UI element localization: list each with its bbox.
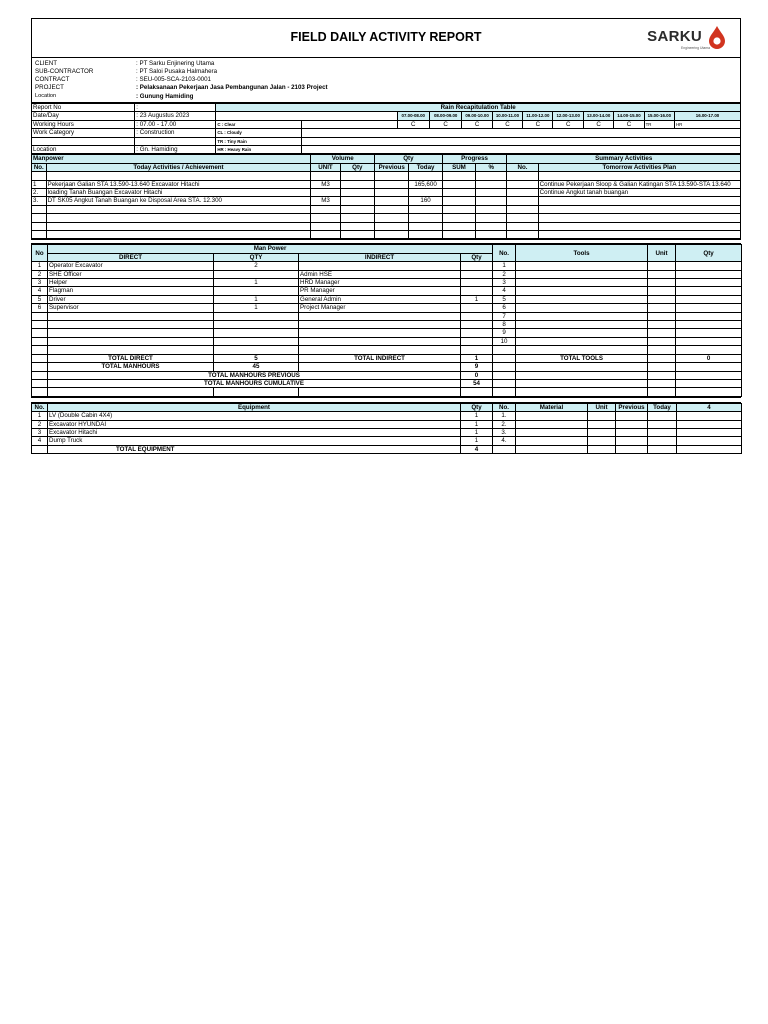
manpower-table [31, 244, 742, 396]
material-unit [588, 420, 616, 428]
col-unit: UNIT [311, 163, 340, 171]
eq-no: 4 [32, 437, 48, 445]
tool-unit [648, 262, 676, 270]
equipment-row [32, 437, 742, 445]
equipment-qty: 1 [461, 420, 493, 428]
indirect-qty [461, 262, 493, 270]
tool-no: 9 [493, 329, 516, 337]
direct-qty: 1 [214, 279, 299, 287]
tool-qty [676, 295, 742, 303]
tool-no: 1 [493, 262, 516, 270]
report-sheet [31, 18, 741, 454]
material-no: 3. [493, 428, 516, 436]
work-category-value: : Construction [135, 129, 216, 137]
manpower-row [32, 287, 742, 295]
total-equipment-value: 4 [461, 445, 493, 453]
direct-qty [214, 287, 299, 295]
direct-qty [214, 337, 299, 345]
col-material-no: No. [493, 403, 516, 411]
material-unit [588, 412, 616, 420]
tool-qty [676, 270, 742, 278]
material-unit [588, 428, 616, 436]
col-eq-qty: Qty [461, 403, 493, 411]
material-no: 4. [493, 437, 516, 445]
manhours-previous-value: 0 [461, 371, 493, 379]
mp-no [32, 337, 48, 345]
activity-unit: M3 [311, 180, 340, 188]
equipment-row [32, 412, 742, 420]
direct-qty [214, 321, 299, 329]
activity-no: 1 [32, 180, 47, 188]
rain-slot: 15.00-16.00 [644, 112, 674, 120]
indirect-qty [461, 304, 493, 312]
tool-unit [648, 337, 676, 345]
rain-legend: C : Clear [216, 120, 302, 128]
col-tools-no: No. [493, 245, 516, 262]
col-previous: Previous [375, 163, 409, 171]
tool-name [516, 329, 648, 337]
rain-slot: 13.00-14.00 [583, 112, 613, 120]
working-hours-value: : 07.00 - 17.00 [135, 120, 216, 128]
location-label: Location [35, 93, 57, 99]
tool-name [516, 262, 648, 270]
total-direct-label: TOTAL DIRECT [48, 354, 214, 362]
activity-unit: M3 [311, 197, 340, 205]
equipment-qty: 1 [461, 428, 493, 436]
tool-unit [648, 329, 676, 337]
indirect-qty [461, 279, 493, 287]
col-tomorrow-plan: Tomorrow Activities Plan [538, 163, 740, 171]
client-label: CLIENT [35, 60, 58, 67]
mp-no [32, 329, 48, 337]
material-today [648, 437, 677, 445]
tool-unit [648, 321, 676, 329]
rain-table-title: Rain Recapitulation Table [216, 104, 741, 112]
col-material-previous: Previous [616, 403, 648, 411]
col-sum: SUM [442, 163, 475, 171]
equipment-rows [32, 412, 742, 446]
tool-qty [676, 321, 742, 329]
rain-value: HR [674, 120, 740, 128]
col-tools-qty: Qty [676, 245, 742, 262]
material-name [516, 412, 588, 420]
direct-role: Operator Excavator [48, 262, 214, 270]
rain-legend: CL : Cloudy [216, 129, 302, 137]
rain-value: C [523, 120, 553, 128]
indirect-role [299, 262, 461, 270]
eq-no: 1 [32, 412, 48, 420]
total-equipment-label: TOTAL EQUIPMENT [48, 445, 461, 453]
tool-qty [676, 287, 742, 295]
report-header [31, 18, 741, 58]
total-manhours-indirect: 9 [461, 363, 493, 371]
mp-no: 4 [32, 287, 48, 295]
tool-name [516, 295, 648, 303]
material-no: 2. [493, 420, 516, 428]
indirect-qty [461, 287, 493, 295]
mp-no: 3 [32, 279, 48, 287]
rain-value: C [583, 120, 613, 128]
activity-text: loading Tanah Buangan Excavator Hitachi [46, 189, 311, 197]
activity-plan: Continue Angkut tanah buangan [538, 189, 740, 197]
direct-role [48, 321, 214, 329]
col-material: Material [516, 403, 588, 411]
indirect-role: General Admin [299, 295, 461, 303]
tool-no: 5 [493, 295, 516, 303]
report-title: FIELD DAILY ACTIVITY REPORT [290, 30, 482, 44]
report-rain-table [31, 103, 741, 154]
material-today [648, 420, 677, 428]
manpower-header: Manpower [32, 155, 311, 163]
total-indirect-label: TOTAL INDIRECT [299, 354, 461, 362]
direct-qty [214, 329, 299, 337]
material-no: 1. [493, 412, 516, 420]
manpower-row [32, 262, 742, 270]
mp-no: 1 [32, 262, 48, 270]
tool-qty [676, 329, 742, 337]
col-direct: DIRECT [48, 253, 214, 261]
equipment-row [32, 420, 742, 428]
rain-legend: HR : Heavy Rain [216, 146, 302, 154]
manhours-cumulative-value: 54 [461, 379, 493, 387]
tool-name [516, 270, 648, 278]
tool-qty [676, 262, 742, 270]
col-today: Today [409, 163, 442, 171]
material-total [677, 420, 742, 428]
direct-role: Helper [48, 279, 214, 287]
total-manhours-label: TOTAL MANHOURS [48, 363, 214, 371]
project-label: PROJECT [35, 84, 64, 91]
rain-slot: 11.00-12.00 [523, 112, 553, 120]
direct-qty: 2 [214, 262, 299, 270]
manpower-row [32, 321, 742, 329]
location-value: : Gunung Hamiding [136, 93, 194, 100]
activity-no: 2. [32, 189, 47, 197]
direct-role [48, 337, 214, 345]
col-equipment: Equipment [48, 403, 461, 411]
manpower-row [32, 270, 742, 278]
col-qty: Qty [340, 163, 374, 171]
col-tools-unit: Unit [648, 245, 676, 262]
indirect-qty [461, 312, 493, 320]
rain-slot: 14.00-15.00 [614, 112, 644, 120]
col-indirect: INDIRECT [299, 253, 461, 261]
contract-label: CONTRACT [35, 76, 70, 83]
mp-no [32, 321, 48, 329]
tool-no: 3 [493, 279, 516, 287]
direct-role: Flagman [48, 287, 214, 295]
col-today-activities: Today Activities / Achievement [46, 163, 311, 171]
col-material-unit: Unit [588, 403, 616, 411]
eq-no: 2 [32, 420, 48, 428]
material-today [648, 412, 677, 420]
col-material-today: Today [648, 403, 677, 411]
rain-value: C [429, 120, 461, 128]
tool-name [516, 304, 648, 312]
tool-name [516, 321, 648, 329]
col-percent: % [476, 163, 507, 171]
mp-no [32, 312, 48, 320]
manpower-row [32, 337, 742, 345]
material-previous [616, 412, 648, 420]
tool-unit [648, 312, 676, 320]
project-value: : Pelaksanaan Pekerjaan Jasa Pembangunan Jalan - 2103 Project [136, 84, 328, 91]
material-previous [616, 428, 648, 436]
col-indirect-qty: Qty [461, 253, 493, 261]
tool-name [516, 337, 648, 345]
rain-value: C [397, 120, 429, 128]
location-label: Location [32, 146, 135, 154]
tool-name [516, 279, 648, 287]
total-manhours-value: 45 [214, 363, 299, 371]
activity-text: DT SK05 Angkut Tanah Buangan ke Disposal Area STA. 12.300 [46, 197, 311, 205]
direct-role: SHE Officer [48, 270, 214, 278]
tool-qty [676, 312, 742, 320]
material-previous [616, 437, 648, 445]
rain-slot: 10.00-11.00 [492, 112, 522, 120]
tool-no: 7 [493, 312, 516, 320]
activity-row [32, 180, 741, 188]
rain-slot: 08.00-09.00 [429, 112, 461, 120]
equipment-table [31, 403, 742, 454]
activity-no: 3. [32, 197, 47, 205]
material-total [677, 428, 742, 436]
working-hours-label: Working Hours [32, 120, 135, 128]
activities-table [31, 154, 741, 239]
tool-no: 4 [493, 287, 516, 295]
material-total [677, 412, 742, 420]
location-value: : Gn. Hamiding [135, 146, 216, 154]
direct-qty: 1 [214, 295, 299, 303]
tool-unit [648, 279, 676, 287]
direct-role [48, 329, 214, 337]
volume-header: Volume [311, 155, 375, 163]
material-total [677, 437, 742, 445]
total-direct-value: 5 [214, 354, 299, 362]
logo-drop-icon [707, 25, 727, 49]
tool-no: 8 [493, 321, 516, 329]
col-no: No. [32, 163, 47, 171]
subcontractor-value: : PT Saloi Pusaka Halmahera [136, 68, 218, 75]
equipment-row [32, 428, 742, 436]
tool-name [516, 312, 648, 320]
indirect-role: Project Manager [299, 304, 461, 312]
indirect-role: Admin HSE [299, 270, 461, 278]
mp-no: 2 [32, 270, 48, 278]
col-direct-qty: QTY [214, 253, 299, 261]
total-tools-label: TOTAL TOOLS [516, 354, 648, 362]
tool-qty [676, 337, 742, 345]
manpower-rows [32, 262, 742, 346]
client-value: : PT Sarku Enjinering Utama [136, 60, 215, 67]
activity-plan: Continue Pekerjaan Sloop & Galian Katingan STA 13.590-STA 13.640 [538, 180, 740, 188]
direct-qty [214, 312, 299, 320]
indirect-qty [461, 337, 493, 345]
col-tools: Tools [516, 245, 648, 262]
material-today [648, 428, 677, 436]
tool-no: 6 [493, 304, 516, 312]
total-tools-value: 0 [676, 354, 742, 362]
indirect-qty [461, 270, 493, 278]
report-no-value: : [135, 104, 216, 112]
equipment-name: Excavator HYUNDAI [48, 420, 461, 428]
manpower-row [32, 312, 742, 320]
rain-value: C [462, 120, 492, 128]
col-eq-no: No. [32, 403, 48, 411]
tool-unit [648, 287, 676, 295]
direct-role [48, 312, 214, 320]
activity-row [32, 197, 741, 205]
material-unit [588, 437, 616, 445]
rain-value: C [614, 120, 644, 128]
manpower-title: Man Power [48, 245, 493, 253]
equipment-name: LV (Double Cabin 4X4) [48, 412, 461, 420]
direct-role: Driver [48, 295, 214, 303]
rain-slot: 12.00-13.00 [553, 112, 583, 120]
rain-legend: TR : Tiny Rain [216, 137, 302, 145]
indirect-qty: 1 [461, 295, 493, 303]
indirect-role [299, 337, 461, 345]
tool-qty [676, 279, 742, 287]
activity-today: 160 [409, 197, 442, 205]
rain-slot: 09.00-10.00 [462, 112, 492, 120]
direct-qty [214, 270, 299, 278]
tool-unit [648, 295, 676, 303]
date-label: Date/Day [32, 112, 135, 120]
material-previous [616, 420, 648, 428]
total-indirect-value: 1 [461, 354, 493, 362]
direct-role: Supervisor [48, 304, 214, 312]
equipment-name: Excavator Hitachi [48, 428, 461, 436]
summary-header: Summary Activities [507, 155, 741, 163]
company-logo: SARKU [647, 28, 702, 45]
col-material-total: 4 [677, 403, 742, 411]
manpower-row [32, 304, 742, 312]
project-info [31, 58, 741, 103]
equipment-name: Dump Truck [48, 437, 461, 445]
material-name [516, 420, 588, 428]
contract-value: : SEU-005-SCA-2103-0001 [136, 76, 211, 83]
tool-unit [648, 270, 676, 278]
tool-qty [676, 304, 742, 312]
manhours-previous-label: TOTAL MANHOURS PREVIOUS [48, 371, 461, 379]
progress-header: Progress [442, 155, 507, 163]
activity-row [32, 189, 741, 197]
date-value: : 23 Augustus 2023 [135, 112, 216, 120]
equipment-qty: 1 [461, 437, 493, 445]
manpower-row [32, 329, 742, 337]
indirect-qty [461, 321, 493, 329]
eq-no: 3 [32, 428, 48, 436]
tool-unit [648, 304, 676, 312]
direct-qty: 1 [214, 304, 299, 312]
indirect-qty [461, 329, 493, 337]
mp-no: 6 [32, 304, 48, 312]
qty-header: Qty [375, 155, 443, 163]
subcontractor-label: SUB-CONTRACTOR [35, 68, 94, 75]
activity-today: 165,600 [409, 180, 442, 188]
logo-tagline: Engineering Utama [680, 46, 710, 50]
manpower-row [32, 279, 742, 287]
tool-name [516, 287, 648, 295]
indirect-role [299, 312, 461, 320]
mp-no: 5 [32, 295, 48, 303]
rain-value: C [553, 120, 583, 128]
work-category-label: Work Category [32, 129, 135, 137]
equipment-qty: 1 [461, 412, 493, 420]
rain-slot: 16.00-17.00 [674, 112, 740, 120]
activity-text: Pekerjaan Galian STA 13.590-13.640 Excavator Hitachi [46, 180, 311, 188]
material-name [516, 437, 588, 445]
tool-no: 2 [493, 270, 516, 278]
tool-no: 10 [493, 337, 516, 345]
report-no-label: Report No [32, 104, 135, 112]
indirect-role: HRD Manager [299, 279, 461, 287]
indirect-role: PR Manager [299, 287, 461, 295]
col-no: No [32, 245, 48, 262]
indirect-role [299, 321, 461, 329]
rain-value: TR [644, 120, 674, 128]
material-name [516, 428, 588, 436]
rain-slot: 07.00-08.00 [397, 112, 429, 120]
rain-value: C [492, 120, 522, 128]
manhours-cumulative-label: TOTAL MANHOURS CUMULATIVE [48, 379, 461, 387]
manpower-row [32, 295, 742, 303]
col-no-plan: No. [507, 163, 538, 171]
indirect-role [299, 329, 461, 337]
